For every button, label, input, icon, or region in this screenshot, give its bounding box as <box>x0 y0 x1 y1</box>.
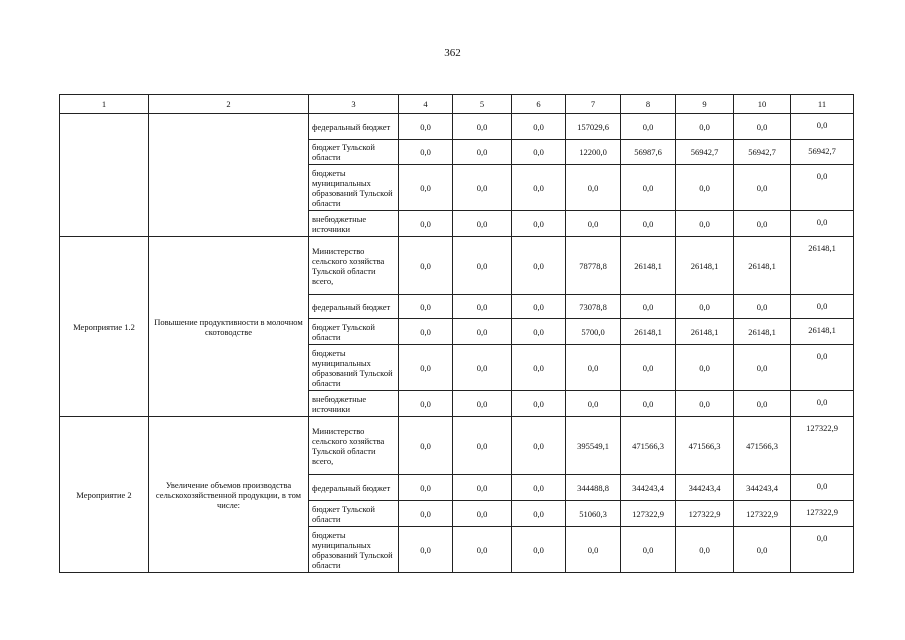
event-description-cell: Повышение продуктивности в молочном скотоводстве <box>149 237 309 417</box>
value-cell: 0,0 <box>621 295 676 319</box>
table-row <box>60 237 854 295</box>
value-cell: 56942,7 <box>676 140 734 165</box>
value-cell: 0,0 <box>453 237 512 295</box>
value-cell: 0,0 <box>734 211 791 237</box>
value-cell: 0,0 <box>566 211 621 237</box>
value-cell: 26148,1 <box>621 319 676 345</box>
value-cell: 0,0 <box>621 345 676 391</box>
value-cell: 0,0 <box>453 140 512 165</box>
value-cell: 0,0 <box>734 295 791 319</box>
table-row <box>60 114 854 140</box>
value-cell: 0,0 <box>791 165 854 211</box>
value-cell: 344488,8 <box>566 475 621 501</box>
event-description-cell: Увеличение объемов производства сельскохозяйственной продукции, в том числе: <box>149 417 309 573</box>
column-number: 8 <box>621 95 676 114</box>
value-cell: 471566,3 <box>676 417 734 475</box>
value-cell: 0,0 <box>676 527 734 573</box>
value-cell: 0,0 <box>621 165 676 211</box>
value-cell: 26148,1 <box>734 319 791 345</box>
value-cell: 0,0 <box>676 345 734 391</box>
value-cell: 0,0 <box>399 295 453 319</box>
value-cell: 0,0 <box>676 211 734 237</box>
value-cell: 26148,1 <box>734 237 791 295</box>
value-cell: 0,0 <box>621 391 676 417</box>
value-cell: 56942,7 <box>791 140 854 165</box>
value-cell: 395549,1 <box>566 417 621 475</box>
funding-source-cell: федеральный бюджет <box>309 295 399 319</box>
column-number: 1 <box>60 95 149 114</box>
value-cell: 0,0 <box>512 237 566 295</box>
value-cell: 56987,6 <box>621 140 676 165</box>
value-cell: 127322,9 <box>621 501 676 527</box>
column-number: 3 <box>309 95 399 114</box>
value-cell: 0,0 <box>791 391 854 417</box>
value-cell: 0,0 <box>453 211 512 237</box>
column-number: 4 <box>399 95 453 114</box>
value-cell: 73078,8 <box>566 295 621 319</box>
event-name-cell: Мероприятие 1.2 <box>60 237 149 417</box>
value-cell: 0,0 <box>453 295 512 319</box>
funding-source-cell: бюджет Тульской области <box>309 319 399 345</box>
value-cell: 0,0 <box>453 114 512 140</box>
value-cell: 0,0 <box>734 165 791 211</box>
value-cell: 0,0 <box>453 165 512 211</box>
value-cell: 0,0 <box>399 475 453 501</box>
funding-source-cell: бюджеты муниципальных образований Тульской области <box>309 527 399 573</box>
value-cell: 0,0 <box>512 391 566 417</box>
column-number: 10 <box>734 95 791 114</box>
value-cell: 0,0 <box>399 165 453 211</box>
value-cell: 344243,4 <box>676 475 734 501</box>
column-number: 11 <box>791 95 854 114</box>
value-cell: 0,0 <box>734 527 791 573</box>
value-cell: 0,0 <box>512 319 566 345</box>
value-cell: 0,0 <box>566 527 621 573</box>
value-cell: 0,0 <box>512 140 566 165</box>
value-cell: 0,0 <box>399 501 453 527</box>
column-number: 5 <box>453 95 512 114</box>
value-cell: 0,0 <box>791 475 854 501</box>
value-cell: 0,0 <box>512 501 566 527</box>
value-cell: 0,0 <box>791 211 854 237</box>
value-cell: 0,0 <box>453 391 512 417</box>
funding-source-cell: федеральный бюджет <box>309 114 399 140</box>
budget-table <box>59 94 854 573</box>
value-cell: 12200,0 <box>566 140 621 165</box>
value-cell: 0,0 <box>453 319 512 345</box>
value-cell: 0,0 <box>791 295 854 319</box>
value-cell: 0,0 <box>566 345 621 391</box>
value-cell: 471566,3 <box>734 417 791 475</box>
value-cell: 78778,8 <box>566 237 621 295</box>
value-cell: 26148,1 <box>621 237 676 295</box>
value-cell: 0,0 <box>734 345 791 391</box>
value-cell: 0,0 <box>453 475 512 501</box>
value-cell: 0,0 <box>399 319 453 345</box>
table-row <box>60 417 854 475</box>
funding-source-cell: Министерство сельского хозяйства Тульской области всего, <box>309 237 399 295</box>
value-cell: 127322,9 <box>791 501 854 527</box>
value-cell: 0,0 <box>621 211 676 237</box>
value-cell: 0,0 <box>399 527 453 573</box>
value-cell: 344243,4 <box>734 475 791 501</box>
table-body <box>60 95 854 573</box>
value-cell: 26148,1 <box>791 319 854 345</box>
funding-source-cell: бюджет Тульской области <box>309 501 399 527</box>
funding-source-cell: бюджет Тульской области <box>309 140 399 165</box>
value-cell: 56942,7 <box>734 140 791 165</box>
funding-source-cell: внебюджетные источники <box>309 391 399 417</box>
value-cell: 0,0 <box>791 527 854 573</box>
event-description-cell <box>149 114 309 237</box>
value-cell: 0,0 <box>566 391 621 417</box>
value-cell: 0,0 <box>399 417 453 475</box>
value-cell: 0,0 <box>676 114 734 140</box>
header-row <box>60 95 854 114</box>
value-cell: 26148,1 <box>791 237 854 295</box>
event-name-cell <box>60 114 149 237</box>
column-number: 6 <box>512 95 566 114</box>
value-cell: 0,0 <box>566 165 621 211</box>
value-cell: 0,0 <box>399 345 453 391</box>
event-name-cell: Мероприятие 2 <box>60 417 149 573</box>
value-cell: 0,0 <box>399 211 453 237</box>
value-cell: 0,0 <box>512 211 566 237</box>
value-cell: 127322,9 <box>791 417 854 475</box>
value-cell: 0,0 <box>791 345 854 391</box>
value-cell: 0,0 <box>453 345 512 391</box>
funding-source-cell: бюджеты муниципальных образований Тульской области <box>309 165 399 211</box>
column-number: 9 <box>676 95 734 114</box>
value-cell: 0,0 <box>621 527 676 573</box>
value-cell: 0,0 <box>512 114 566 140</box>
value-cell: 0,0 <box>734 391 791 417</box>
value-cell: 26148,1 <box>676 319 734 345</box>
value-cell: 0,0 <box>621 114 676 140</box>
value-cell: 0,0 <box>676 391 734 417</box>
page-number: 362 <box>444 47 461 59</box>
value-cell: 0,0 <box>734 114 791 140</box>
value-cell: 127322,9 <box>734 501 791 527</box>
funding-source-cell: Министерство сельского хозяйства Тульской области всего, <box>309 417 399 475</box>
value-cell: 0,0 <box>399 391 453 417</box>
value-cell: 0,0 <box>512 527 566 573</box>
value-cell: 0,0 <box>676 165 734 211</box>
value-cell: 0,0 <box>399 237 453 295</box>
value-cell: 51060,3 <box>566 501 621 527</box>
value-cell: 0,0 <box>512 475 566 501</box>
funding-source-cell: бюджеты муниципальных образований Тульской области <box>309 345 399 391</box>
column-number: 7 <box>566 95 621 114</box>
value-cell: 127322,9 <box>676 501 734 527</box>
value-cell: 0,0 <box>512 295 566 319</box>
value-cell: 471566,3 <box>621 417 676 475</box>
value-cell: 344243,4 <box>621 475 676 501</box>
value-cell: 5700,0 <box>566 319 621 345</box>
value-cell: 0,0 <box>399 114 453 140</box>
value-cell: 0,0 <box>791 114 854 140</box>
funding-source-cell: федеральный бюджет <box>309 475 399 501</box>
value-cell: 0,0 <box>453 501 512 527</box>
value-cell: 0,0 <box>676 295 734 319</box>
value-cell: 0,0 <box>512 345 566 391</box>
value-cell: 26148,1 <box>676 237 734 295</box>
value-cell: 0,0 <box>453 417 512 475</box>
funding-source-cell: внебюджетные источники <box>309 211 399 237</box>
value-cell: 0,0 <box>512 165 566 211</box>
column-number: 2 <box>149 95 309 114</box>
value-cell: 0,0 <box>453 527 512 573</box>
value-cell: 0,0 <box>512 417 566 475</box>
value-cell: 157029,6 <box>566 114 621 140</box>
value-cell: 0,0 <box>399 140 453 165</box>
